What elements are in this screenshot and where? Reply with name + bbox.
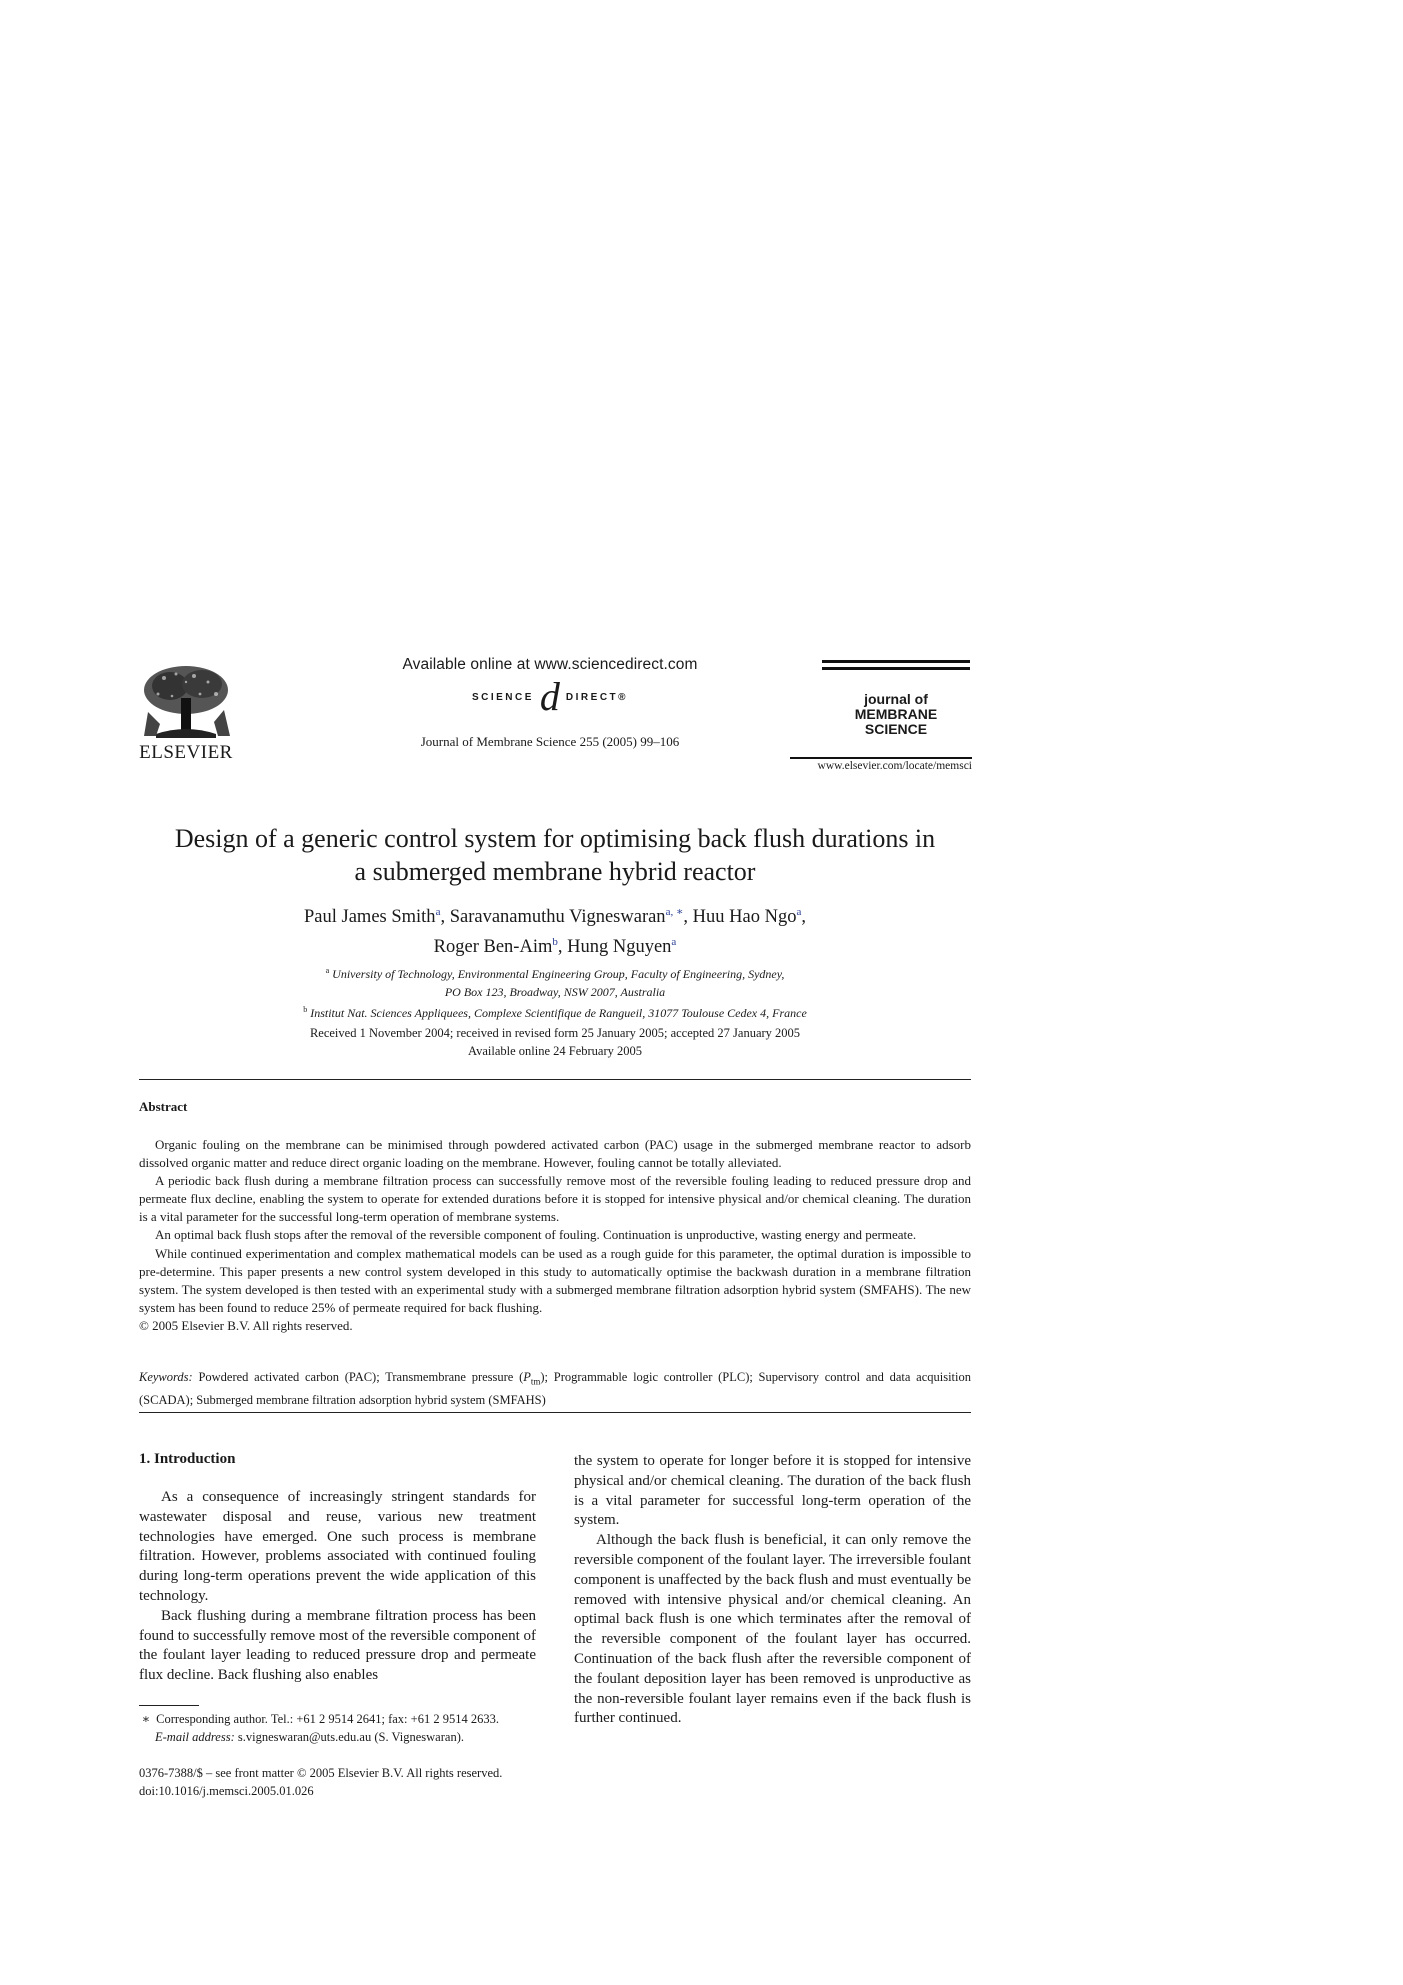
keywords-text: Powdered activated carbon (PAC); Transmembrane pressure ( xyxy=(198,1370,524,1384)
body-paragraph: Although the back flush is beneficial, it can only remove the reversible component of the foulant layer. The irreversible foulant component is unaffected by the back flush and must eventually be removed with intensive physical and/or chemical cleaning. An optimal back flush is one which terminates after the removal of the reversible component of the foulant layer has occurred. Continuation of the back flush after the reversible component of the foulant deposition layer has been removed is unproductive as the non-reversible foulant layer remains even if the back flush is further continued. xyxy=(574,1532,971,1727)
elsevier-tree-icon xyxy=(136,664,236,740)
author-name: Hung Nguyen xyxy=(567,937,672,958)
journal-url-link[interactable]: www.elsevier.com/locate/memsci xyxy=(817,760,972,772)
author-name: Roger Ben-Aim xyxy=(433,937,553,958)
divider xyxy=(139,1412,971,1413)
issn-line: 0376-7388/$ – see front matter © 2005 Elsevier B.V. All rights reserved. xyxy=(139,1766,503,1780)
keywords-text: ); Programmable logic controller (PLC); Supervisory control and data acquisition (SCADA); Submerged membrane filtration adsorption hybrid system (SMFAHS) xyxy=(139,1370,972,1407)
email-link[interactable]: s.vigneswaran@uts.edu.au (S. Vigneswaran). xyxy=(237,1730,464,1744)
journal-url-rule xyxy=(790,757,972,759)
author-name: Paul James Smith xyxy=(304,907,436,928)
keywords-label: Keywords: xyxy=(139,1370,193,1384)
section-heading: 1. Introduction xyxy=(139,1451,236,1467)
paper-title-line2: a submerged membrane hybrid reactor xyxy=(354,857,756,886)
sciencedirect-at-icon: d xyxy=(539,674,560,719)
paper-title-line1: Design of a generic control system for optimising back flush durations in xyxy=(174,824,936,853)
footnote-text: Corresponding author. Tel.: +61 2 9514 2641; fax: +61 2 9514 2633. xyxy=(156,1712,499,1726)
center-header xyxy=(380,656,720,750)
keywords xyxy=(139,1368,971,1409)
affiliation-mark: a xyxy=(325,966,330,975)
journal-logo-text xyxy=(822,692,970,737)
author-list: Paul James Smith$^a$, Saravanamuthu Vigneswaran$^{a, ∗}$, Huu Hao Ngo$^a$, Roger Ben-Aim$^b$, Hung Nguyen$^a$ xyxy=(304,906,806,958)
footnote-mark: ∗ xyxy=(141,1712,151,1726)
body-paragraph: As a consequence of increasingly stringent standards for wastewater disposal and reuse, various new treatment technologies have emerged. One such process is membrane filtration. However, problems associated with continued fouling during long-term operations prevent the wide application of this technology. xyxy=(139,1489,536,1604)
abstract-paragraph: While continued experimentation and complex mathematical models can be used as a rough guide for this parameter, the optimal duration is impossible to pre-determine. This paper presents a new control system developed in this study to automatically optimise the backwash duration in a membrane filtration system. The system developed is then tested with an experimental study with a submerged membrane filtration adsorption hybrid system (SMFAHS). The new system has been found to reduce 25% of permeate required for back flushing. xyxy=(139,1245,971,1315)
email-label: E-mail address: xyxy=(155,1730,235,1744)
body-column-right xyxy=(574,1452,971,1729)
journal-logo-line3: SCIENCE xyxy=(864,721,928,737)
affiliation-mark: b xyxy=(303,1005,308,1014)
available-date: Available online 24 February 2005 xyxy=(467,1044,643,1058)
journal-citation: Journal of Membrane Science 255 (2005) 99–106 xyxy=(420,734,680,749)
affiliations xyxy=(200,962,910,1022)
author-name: Saravanamuthu Vigneswaran xyxy=(449,907,666,928)
affiliation-link[interactable]: b xyxy=(552,936,558,949)
affiliation-a-line2: PO Box 123, Broadway, NSW 2007, Australia xyxy=(444,985,666,999)
sciencedirect-logo xyxy=(380,674,720,719)
affiliation-link[interactable]: a xyxy=(435,906,441,918)
sd-right-text: DIRECT® xyxy=(565,691,629,703)
body-paragraph: Back flushing during a membrane filtration process has been found to successfully remove most of the reversible component of the foulant layer leading to reduced pressure drop and permeate flux decline. Back flushing also enables xyxy=(139,1607,536,1684)
body-paragraph: the system to operate for longer before it is stopped for intensive physical and/or chemical cleaning. The duration of the back flush is a vital parameter for successful long-term operation of the system. xyxy=(574,1453,971,1529)
front-matter xyxy=(139,1764,559,1800)
affiliation-a xyxy=(200,962,910,983)
journal-logo-rule xyxy=(822,667,970,670)
body-column-left xyxy=(139,1488,536,1686)
affiliation-text: Institut Nat. Sciences Appliquees, Complexe Scientifique de Rangueil, 31077 Toulouse Cedex 4, France xyxy=(310,1006,807,1020)
paper-title xyxy=(140,822,970,888)
received-dates: Received 1 November 2004; received in revised form 25 January 2005; accepted 27 January 2005 xyxy=(309,1026,801,1040)
journal-logo-line1: journal of xyxy=(864,691,928,707)
abstract-copyright: © 2005 Elsevier B.V. All rights reserved. xyxy=(139,1317,353,1333)
publisher-logo xyxy=(136,664,236,764)
ptm-symbol: P xyxy=(523,1370,531,1384)
article-history xyxy=(200,1024,910,1060)
journal-logo-rule xyxy=(822,660,970,663)
divider xyxy=(139,1079,971,1080)
affiliation-link[interactable]: a xyxy=(796,906,802,918)
footnote xyxy=(139,1710,539,1746)
available-online-text: Available online at www.sciencedirect.com xyxy=(402,656,698,673)
affiliation-link[interactable]: a, ∗ xyxy=(665,906,684,918)
abstract-paragraph: An optimal back flush stops after the removal of the reversible component of fouling. Continuation is unproductive, wasting energy and permeate. xyxy=(155,1227,917,1243)
abstract-body xyxy=(139,1136,971,1335)
author-name: Huu Hao Ngo xyxy=(692,907,797,928)
affiliation-link[interactable]: a xyxy=(671,936,677,949)
footnote-email-line xyxy=(139,1728,539,1746)
publisher-name: ELSEVIER xyxy=(139,742,233,763)
journal-logo xyxy=(822,660,970,737)
affiliation-b xyxy=(200,1001,910,1022)
doi-link[interactable]: doi:10.1016/j.memsci.2005.01.026 xyxy=(139,1784,314,1798)
sd-left-text: SCIENCE xyxy=(471,691,534,703)
ptm-subscript: tm xyxy=(530,1376,541,1387)
affiliation-text: University of Technology, Environmental Engineering Group, Faculty of Engineering, Sydney, xyxy=(332,967,785,981)
footnote-rule xyxy=(139,1705,199,1706)
journal-logo-line2: MEMBRANE xyxy=(854,706,938,722)
abstract-heading: Abstract xyxy=(139,1099,188,1114)
footnote-line xyxy=(139,1710,539,1728)
abstract-paragraph: Organic fouling on the membrane can be minimised through powdered activated carbon (PAC) usage in the submerged membrane reactor to adsorb dissolved organic matter and reduce direct organic loading on the membrane. However, fouling cannot be totally alleviated. xyxy=(139,1137,971,1171)
abstract-paragraph: A periodic back flush during a membrane filtration process can successfully remove most of the reversible fouling leading to reduced pressure drop and permeate flux decline, enabling the system to operate for extended durations before it is stopped for intensive physical and/or chemical cleaning. The duration is a vital parameter for the successful long-term operation of membrane systems. xyxy=(139,1173,971,1225)
